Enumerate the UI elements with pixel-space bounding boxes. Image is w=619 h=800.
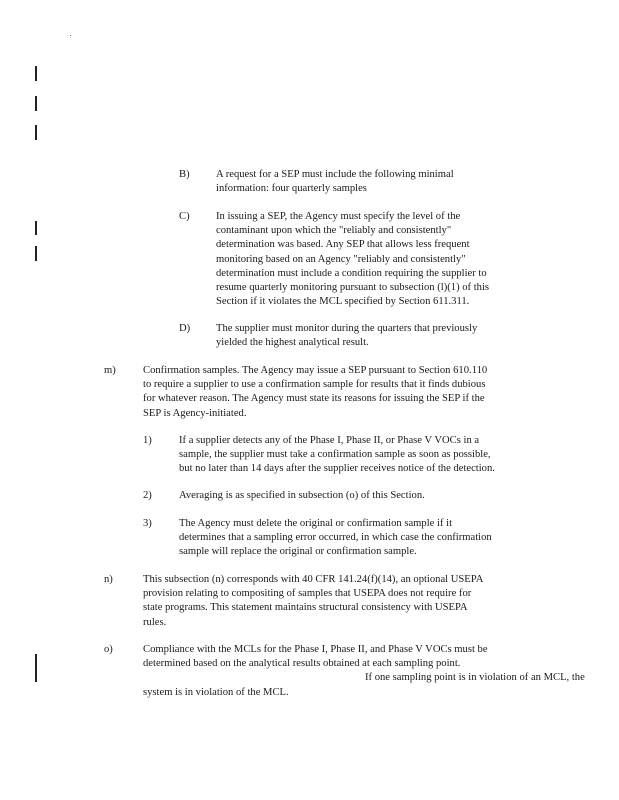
text-line: determined based on the analytical results obtained at each sampling point. [143,658,461,670]
item-text [179,489,539,503]
text-line: for whatever reason. The Agency must state its reasons for issuing the SEP if the [143,393,485,405]
text-line: determination was based. Any SEP that allows less frequent [216,239,470,251]
item-text [179,517,539,560]
text-line: monitoring based on an Agency "reliably and consistently" [216,253,466,265]
text-line: Compliance with the MCLs for the Phase I, Phase II, and Phase V VOCs must be [143,644,488,655]
text-fragment: If one sampling point is in violation of an MCL, the [365,672,585,684]
item-label: B) [179,169,190,180]
text-line: sample will replace the original or confirmation sample. [179,546,417,558]
text-line: Averaging is as specified in subsection (o) of this Section. [179,490,425,501]
revision-bar [35,221,37,235]
item-text [216,168,506,196]
item-text [179,434,539,477]
revision-bar [35,125,37,140]
revision-bar [35,66,37,81]
text-line: In issuing a SEP, the Agency must specify the level of the [216,211,461,222]
text-line [143,671,585,685]
text-line: provision relating to compositing of samples that USEPA does not require for [143,588,472,600]
text-line: The supplier must monitor during the quarters that previously [216,323,478,334]
text-line: sample, the supplier must take a confirmation sample as soon as possible, [179,449,491,461]
item-label: 1) [143,435,152,446]
item-label: 3) [143,518,152,529]
revision-bar [35,654,37,682]
item-text [143,573,538,630]
item-text [143,643,585,700]
item-label: C) [179,211,190,222]
item-label: o) [104,644,113,655]
item-label: m) [104,365,116,376]
text-line: system is in violation of the MCL. [143,686,289,698]
item-label: 2) [143,490,152,501]
text-line: If a supplier detects any of the Phase I, Phase II, or Phase V VOCs in a [179,435,480,446]
text-line: Section if it violates the MCL specified by Section 611.311. [216,296,470,308]
scan-speck [70,35,71,36]
item-label: n) [104,574,113,585]
item-text [216,210,506,309]
item-label: D) [179,323,191,334]
item-text [143,364,538,421]
text-line: SEP is Agency-initiated. [143,407,247,419]
revision-bar [35,246,37,261]
text-line: determines that a sampling error occurred, in which case the confirmation [179,532,492,544]
text-line: to require a supplier to use a confirmation sample for results that it finds dubious [143,379,486,391]
revision-bar [35,96,37,111]
text-line: contaminant upon which the "reliably and consistently" [216,225,452,237]
text-line: resume quarterly monitoring pursuant to subsection (l)(1) of this [216,282,490,294]
text-line: yielded the highest analytical result. [216,337,369,349]
text-line: but no later than 14 days after the supplier receives notice of the detection. [179,463,495,475]
text-line: Confirmation samples. The Agency may issue a SEP pursuant to Section 610.110 [143,365,488,376]
item-text [216,322,506,350]
text-line: information: four quarterly samples [216,183,367,195]
text-line: state programs. This statement maintains structural consistency with USEPA [143,602,468,614]
text-line: The Agency must delete the original or confirmation sample if it [179,518,453,529]
text-line: This subsection (n) corresponds with 40 CFR 141.24(f)(14), an optional USEPA [143,574,484,585]
text-line: A request for a SEP must include the following minimal [216,169,454,180]
text-line: rules. [143,616,167,628]
text-line: determination must include a condition requiring the supplier to [216,267,487,279]
